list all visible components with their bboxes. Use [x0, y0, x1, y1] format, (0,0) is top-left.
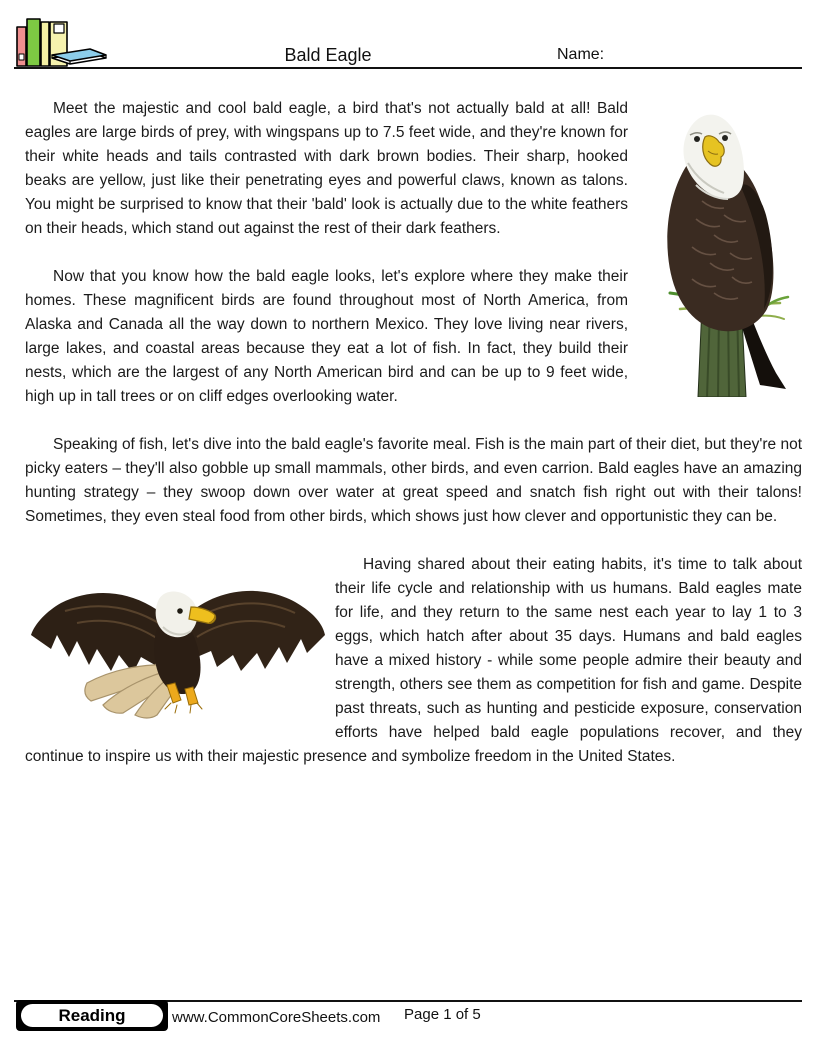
name-field-label: Name: [557, 46, 605, 63]
page-number: Page 1 of 5 [404, 1006, 481, 1023]
category-badge [16, 1000, 168, 1031]
paragraph-life-cycle: Having shared about their eating habits, it's time to talk about their life cycle and relationship with us humans. Bald eagles mate for life, and they return to the same nest each year to lay 1 to 3 eggs, which hatch after about 35 days. Humans and bald eagles have a mixed history - while some people admire their beauty and strength, others see them as competition for fish and game. Despite past threats, such as hunting and pesticide exposure, conservation efforts have helped bald eagle populations recover, and they continue to inspire us with their majestic presence and symbolize freedom in the United States. [25, 556, 802, 765]
paragraph-habitat: Now that you know how the bald eagle looks, let's explore where they make their homes. These magnificent birds are found throughout most of North America, from Alaska and Canada all the way down to northern Mexico. They love living near rivers, large lakes, and coastal areas because they eat a lot of fish. In fact, they build their nests, which are the largest of any North American bird and can be up to 9 feet wide, high up in tall trees or on cliff edges overlooking water. [25, 268, 628, 405]
paragraph-diet: Speaking of fish, let's dive into the bald eagle's favorite meal. Fish is the main part of their diet, but they're not picky eaters – they'll also gobble up small mammals, other birds, and even carrion. Bald eagles have an amazing hunting strategy – they swoop down over water at great speed and snatch fish right out with their talons! Sometimes, they even steal food from other birds, which shows just how clever and opportunistic they can be. [25, 436, 802, 525]
website-url: www.CommonCoreSheets.com [172, 1009, 381, 1026]
paragraph-appearance: Meet the majestic and cool bald eagle, a bird that's not actually bald at all! Bald eagles are large birds of prey, with wingspans up to 7.5 feet wide, and they're known for their white heads and tails contrasted with dark brown bodies. Their sharp, hooked beaks are yellow, just like their penetrating eyes and powerful claws, known as talons. You might be surprised to know that their 'bald' look is actually due to the white feathers on their heads, which stand out against the rest of their dark feathers. [25, 100, 628, 237]
books-stack-icon [14, 11, 114, 72]
flying-bald-eagle-image [25, 557, 325, 735]
appearance-habitat-section [25, 97, 802, 409]
category-badge-label: Reading [21, 1004, 163, 1027]
header-divider [14, 67, 802, 69]
life-cycle-section [25, 553, 802, 769]
article-body [25, 97, 802, 793]
page-title: Bald Eagle [284, 45, 372, 65]
perched-bald-eagle-image [640, 107, 802, 397]
